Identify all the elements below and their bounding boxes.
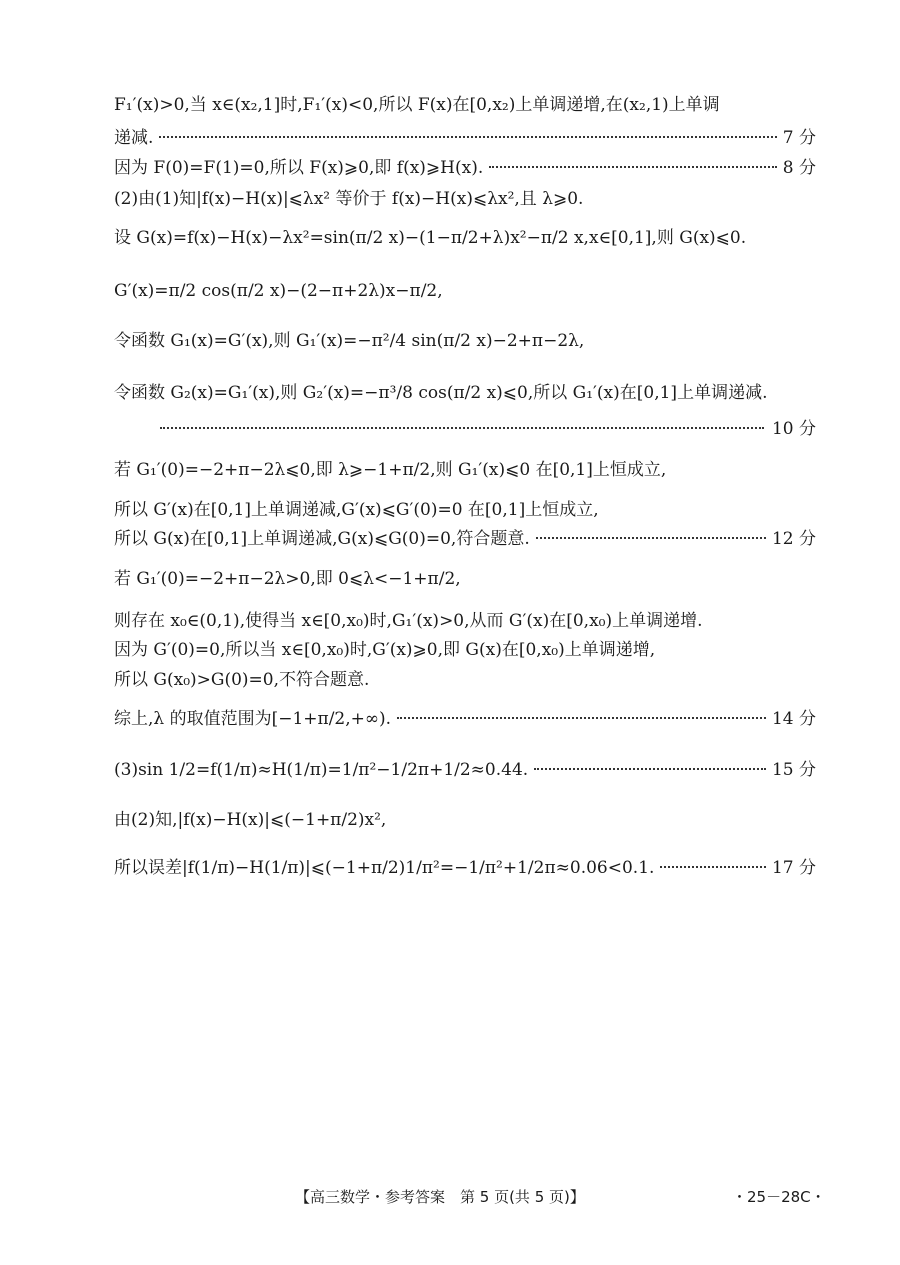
solution-text: (2)由(1)知|f(x)−H(x)|⩽λx² 等价于 f(x)−H(x)⩽λx²,且 λ⩾0. — [114, 189, 584, 209]
solution-line — [114, 186, 816, 212]
footer-code: ・25－28C・ — [732, 1188, 826, 1206]
solution-text: (3)sin 1/2=f(1/π)≈H(1/π)=1/π²−1/2π+1/2≈0.44. — [114, 760, 529, 780]
score-mark: 8 分 — [782, 158, 816, 178]
score-mark: 7 分 — [782, 128, 816, 148]
dot-leader — [397, 716, 766, 719]
dot-leader — [534, 767, 766, 770]
solution-text: 若 G₁′(0)=−2+π−2λ⩽0,即 λ⩾−1+π/2,则 G₁′(x)⩽0 在[0,1]上恒成立, — [114, 460, 667, 480]
dot-leader — [160, 427, 764, 429]
solution-line — [114, 278, 816, 304]
solution-text: 综上,λ 的取值范围为[−1+π/2,+∞). — [114, 709, 392, 729]
solution-text: 令函数 G₁(x)=G′(x),则 G₁′(x)=−π²/4 sin(π/2 x)−2+π−2λ, — [114, 331, 585, 351]
solution-line — [114, 807, 816, 833]
solution-text: F₁′(x)>0,当 x∈(x₂,1]时,F₁′(x)<0,所以 F(x)在[0,x₂)上单调递增,在(x₂,1)上单调 — [114, 95, 720, 115]
solution-line — [114, 457, 816, 483]
solution-line — [114, 855, 816, 881]
score-mark: 10 分 — [771, 419, 816, 439]
solution-line — [114, 380, 816, 406]
solution-line — [114, 328, 816, 354]
solution-text: 所以 G′(x)在[0,1]上单调递减,G′(x)⩽G′(0)=0 在[0,1]上恒成立, — [114, 500, 599, 520]
solution-line — [114, 667, 816, 693]
score-mark: 17 分 — [771, 858, 816, 878]
solution-text: 若 G₁′(0)=−2+π−2λ>0,即 0⩽λ<−1+π/2, — [114, 569, 461, 589]
solution-line — [114, 125, 816, 151]
solution-text: 因为 F(0)=F(1)=0,所以 F(x)⩾0,即 f(x)⩾H(x). — [114, 158, 484, 178]
solution-text: 所以 G(x₀)>G(0)=0,不符合题意. — [114, 670, 370, 690]
solution-line — [114, 225, 816, 251]
solution-text: 递减. — [114, 128, 154, 148]
solution-text: G′(x)=π/2 cos(π/2 x)−(2−π+2λ)x−π/2, — [114, 281, 443, 301]
solution-line — [160, 416, 816, 442]
solution-text: 设 G(x)=f(x)−H(x)−λx²=sin(π/2 x)−(1−π/2+λ)x²−π/2 x,x∈[0,1],则 G(x)⩽0. — [114, 228, 747, 248]
solution-line — [114, 637, 816, 663]
solution-text: 则存在 x₀∈(0,1),使得当 x∈[0,x₀)时,G₁′(x)>0,从而 G′(x)在[0,x₀)上单调递增. — [114, 611, 703, 631]
solution-line — [114, 566, 816, 592]
solution-line — [114, 526, 816, 552]
solution-text: 由(2)知,|f(x)−H(x)|⩽(−1+π/2)x², — [114, 810, 387, 830]
footer-title: 【高三数学・参考答案 第 5 页(共 5 页)】 — [295, 1188, 585, 1206]
solution-line — [114, 757, 816, 783]
score-mark: 14 分 — [771, 709, 816, 729]
dot-leader — [159, 135, 776, 138]
solution-text: 所以误差|f(1/π)−H(1/π)|⩽(−1+π/2)1/π²=−1/π²+1/2π≈0.06<0.1. — [114, 858, 655, 878]
solution-text: 令函数 G₂(x)=G₁′(x),则 G₂′(x)=−π³/8 cos(π/2 x)⩽0,所以 G₁′(x)在[0,1]上单调递减. — [114, 383, 768, 403]
solution-line — [114, 706, 816, 732]
score-mark: 15 分 — [771, 760, 816, 780]
solution-line — [114, 155, 816, 181]
solution-line — [114, 608, 816, 634]
solution-text: 因为 G′(0)=0,所以当 x∈[0,x₀)时,G′(x)⩾0,即 G(x)在[0,x₀)上单调递增, — [114, 640, 656, 660]
dot-leader — [489, 165, 777, 168]
dot-leader — [536, 536, 766, 539]
dot-leader — [660, 865, 766, 868]
solution-line — [114, 497, 816, 523]
score-mark: 12 分 — [771, 529, 816, 549]
solution-line — [114, 92, 816, 118]
solution-text: 所以 G(x)在[0,1]上单调递减,G(x)⩽G(0)=0,符合题意. — [114, 529, 530, 549]
